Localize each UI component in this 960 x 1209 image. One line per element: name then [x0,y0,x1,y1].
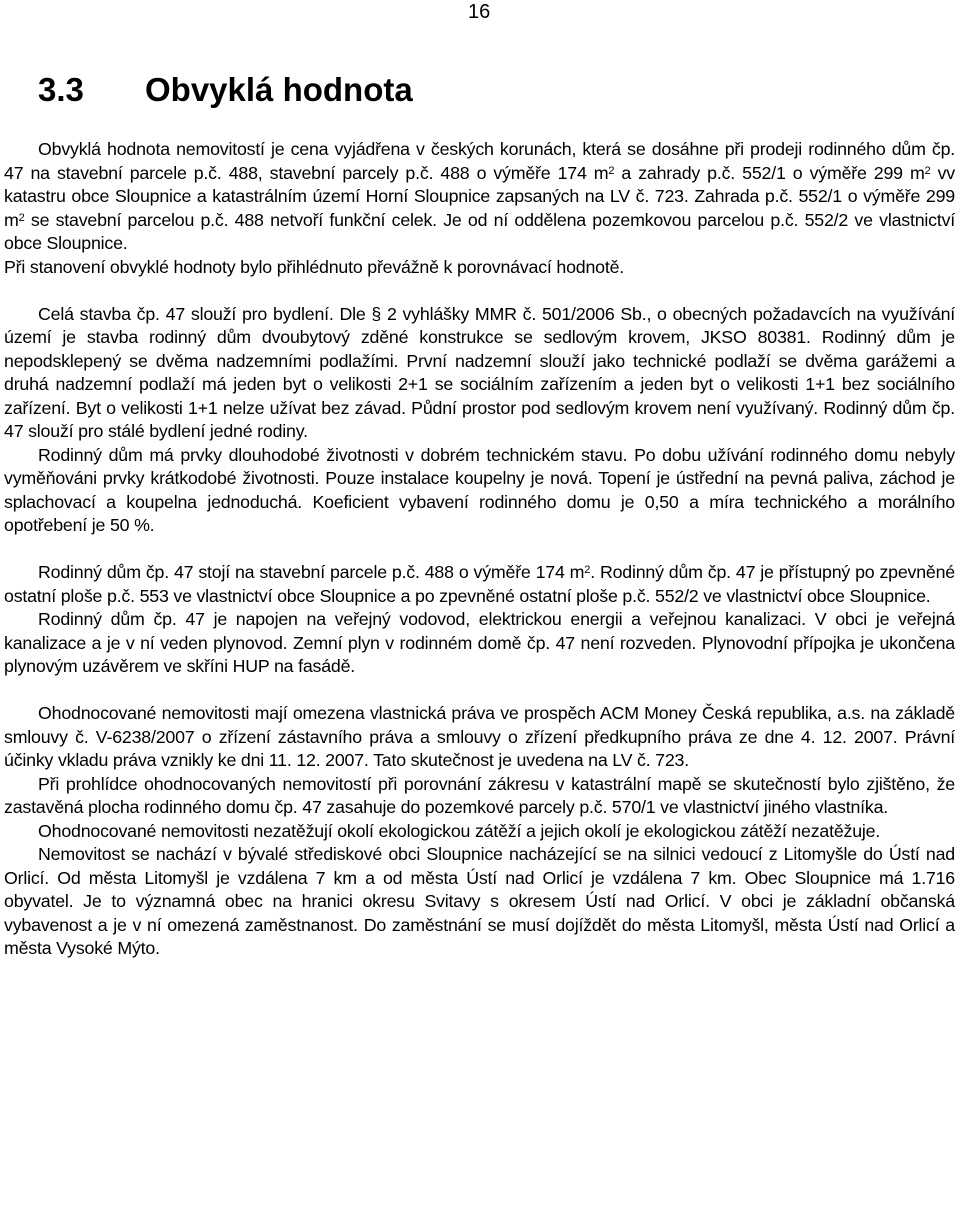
paragraph-site: Rodinný dům čp. 47 je napojen na veřejný vodovod, elektrickou energii a veřejnou kanalizaci. V obci je veřejná kanalizace a je v ní veden plynovod. Zemní plyn v rodinném domě čp. 47 není rozveden. Plynovodní přípojka je ukončena plynovým uzávěrem ve skříni HUP na fasádě. [4,609,955,676]
section-title: Obvyklá hodnota [145,71,413,108]
paragraph-omezeni-prav: Ohodnocované nemovitosti mají omezena vlastnická práva ve prospěch ACM Money Česká republika, a.s. na základě smlouvy č. V-6238/2007 o zřízení zástavního práva a smlouvy o zřízení předkupního práva ze dne 4. 12. 2007. Právní účinky vkladu práva vznikly ke dni 11. 12. 2007. Tato skutečnost je uvedena na LV č. 723. [4,703,955,770]
document-body [4,138,955,961]
paragraph-lokalita: Nemovitost se nachází v bývalé střediskové obci Sloupnice nacházející se na silnici vedoucí z Litomyšle do Ústí nad Orlicí. Od města Litomyšl je vzdálena 7 km a od města Ústí nad Orlicí je vzdálena 7 km. Obec Sloupnice má 1.716 obyvatel. Je to významná obec na hranici okresu Svitavy s okresem Ústí nad Orlicí. V obci je základní občanská vybavenost a je v ní omezená zaměstnanost. Do zaměstnání se musí dojíždět do města Litomyšl, města Ústí nad Orlicí a města Vysoké Mýto. [4,844,955,958]
paragraph-pristup: Rodinný dům čp. 47 stojí na stavební parcele p.č. 488 o výměře 174 $m^2$. Rodinný dům čp. 47 je přístupný po zpevněné ostatní ploše p.č. 553 ve vlastnictví obce Sloupnice a po zpevněné ostatní ploše p.č. 552/2 ve vlastnictví obce Sloupnice. [4,562,955,606]
section-number: 3.3 [38,71,84,108]
page-number: 16 [468,1,491,23]
section-heading [38,68,413,112]
paragraph-katastralni-mapa: Při prohlídce ohodnocovaných nemovitostí při porovnání zákresu v katastrální mapě se skutečností bylo zjištěno, že zastavěná plocha rodinného domu čp. 47 zasahuje do pozemkové parcely p.č. 570/1 ve vlastnictví jiného vlastníka. [4,773,955,817]
paragraph-popis-stavby: Celá stavba čp. 47 slouží pro bydlení. Dle § 2 vyhlášky MMR č. 501/2006 Sb., o obecných požadavcích na využívání území je stavba rodinný dům dvoubytový zděné konstrukce se sedlovým krovem, JKSO 80381. Rodinný dům je nepodsklepený se dvěma nadzemními podlažími. První nadzemní slouží jako technické podlaží se dvěma garážemi a druhá nadzemní podlaží má jeden byt o velikosti 2+1 se sociálním zařízením a jeden byt o velikosti 1+1 bez sociálního zařízení. Byt o velikosti 1+1 nelze užívat bez závad. Půdní prostor pod sedlovým krovem není využívaný. Rodinný dům čp. 47 slouží pro stálé bydlení jedné rodiny. [4,303,955,441]
paragraph-ekologie: Ohodnocované nemovitosti nezatěžují okolí ekologickou zátěží a jejich okolí je ekologickou zátěží nezatěžuje. [38,820,881,841]
paragraph-porovnavaci-hodnota: Při stanovení obvyklé hodnoty bylo přihlédnuto převážně k porovnávací hodnotě. [4,256,624,277]
paragraph-zivotnost: Rodinný dům má prvky dlouhodobé životnosti v dobrém technickém stavu. Po dobu užívání rodinného domu nebyly vyměňováni prvky krátkodobé životnosti. Pouze instalace koupelny je nová. Topení je ústřední na pevná paliva, záchod je splachovací a koupelna jednoduchá. Koeficient vybavení rodinného domu je 0,50 a míra technického a morálního opotřebení je 50 %. [4,444,955,535]
paragraph-obvykla-hodnota: Obvyklá hodnota nemovitostí je cena vyjádřena v českých korunách, která se dosáhne při prodeji rodinného dům čp. 47 na stavební parcele p.č. 488, stavební parcely p.č. 488 o výměře 174 $m^2$ a zahrady p.č. 552/1 o výměře 299 $m^2$ vv katastru obce Sloupnice a katastrálním území Horní Sloupnice zapsaných na LV č. 723. Zahrada p.č. 552/1 o výměře 299 $m^2$ se stavební parcelou p.č. 488 netvoří funkční celek. Je od ní oddělena pozemkovou parcelou p.č. 552/2 ve vlastnictví obce Sloupnice. [4,139,955,253]
